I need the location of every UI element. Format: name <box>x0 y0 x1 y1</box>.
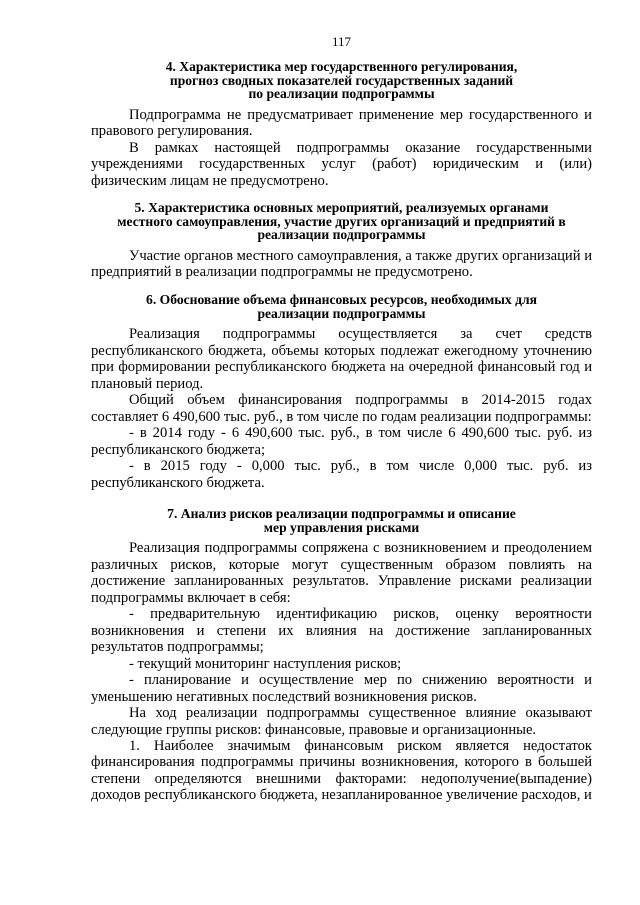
section-5-paragraph: Участие органов местного самоуправления, а также других организаций и предприятий в реализации подпрограммы не предусмотрено. <box>91 247 592 281</box>
section-6-title-line-1: 6. Обоснование объема финансовых ресурсов, необходимых для <box>146 291 537 307</box>
section-6-title-line-2: реализации подпрограммы <box>257 305 426 321</box>
section-5-title-line-2: местного самоуправления, участие других организаций и предприятий в <box>117 213 566 229</box>
section-4-paragraph: В рамках настоящей подпрограммы оказание государственными учреждениями государственных услуг (работ) юридическим и (или) физическим лицам не предусмотрено. <box>91 139 592 189</box>
section-5-title-line-1: 5. Характеристика основных мероприятий, реализуемых органами <box>134 200 549 216</box>
section-7-paragraph: 1. Наиболее значимым финансовым риском является недостаток финансирования подпрограммы причины возникновения, которого в большей степени определяются внешними факторами: недополучение(выпадение) доходов республиканского бюджета, незапланированное увеличение расходов, и <box>91 737 592 804</box>
section-6-paragraph: Реализация подпрограммы осуществляется за счет средств республиканского бюджета, объемы которых подлежат ежегодному уточнению при формировании республиканского бюджета на очередной финансовый год и плановый период. <box>91 326 592 392</box>
section-5-title-line-3: реализации подпрограммы <box>257 227 426 243</box>
section-6-list-item: - в 2014 году - 6 490,600 тыс. руб., в том числе 6 490,600 тыс. руб. из республиканского бюджета; <box>91 425 592 458</box>
section-7-list-item: - текущий мониторинг наступления рисков; <box>129 655 402 672</box>
section-7-list-item: - предварительную идентификацию рисков, оценку вероятности возникновения и степени их влияния на достижение запланированных результатов подпрограммы; <box>91 606 592 656</box>
section-7-title-line-2: мер управления рисками <box>263 519 420 535</box>
section-5-title <box>91 201 592 242</box>
section-7-title <box>91 507 592 534</box>
section-6-paragraph: Общий объем финансирования подпрограммы в 2014-2015 годах составляет 6 490,600 тыс. руб., в том числе по годам реализации подпрограммы: <box>91 392 592 425</box>
section-4-paragraph: Подпрограмма не предусматривает применение мер государственного и правового регулирования. <box>91 106 592 140</box>
page-number: 117 <box>331 34 352 49</box>
section-6-title <box>91 293 592 320</box>
section-7-paragraph: Реализация подпрограммы сопряжена с возникновением и преодолением различных рисков, которые могут существенным образом повлиять на достижение запланированных результатов. Управление рисками реализации подпрограммы включает в себя: <box>91 540 592 606</box>
section-4-title-line-1: 4. Характеристика мер государственного регулирования, <box>165 59 518 74</box>
section-4-title-line-3: по реализации подпрограммы <box>248 86 435 102</box>
section-4-title <box>91 60 592 101</box>
section-4-title-line-2: прогноз сводных показателей государственных заданий <box>169 72 514 88</box>
section-7-paragraph: На ход реализации подпрограммы существенное влияние оказывают следующие группы рисков: финансовые, правовые и организационные. <box>91 705 592 738</box>
section-6-list-item: - в 2015 году - 0,000 тыс. руб., в том числе 0,000 тыс. руб. из республиканского бюджета. <box>91 458 592 491</box>
section-7-title-line-1: 7. Анализ рисков реализации подпрограммы и описание <box>167 505 516 521</box>
section-7-list-item: - планирование и осуществление мер по снижению вероятности и уменьшению негативных последствий возникновения рисков. <box>91 672 592 705</box>
